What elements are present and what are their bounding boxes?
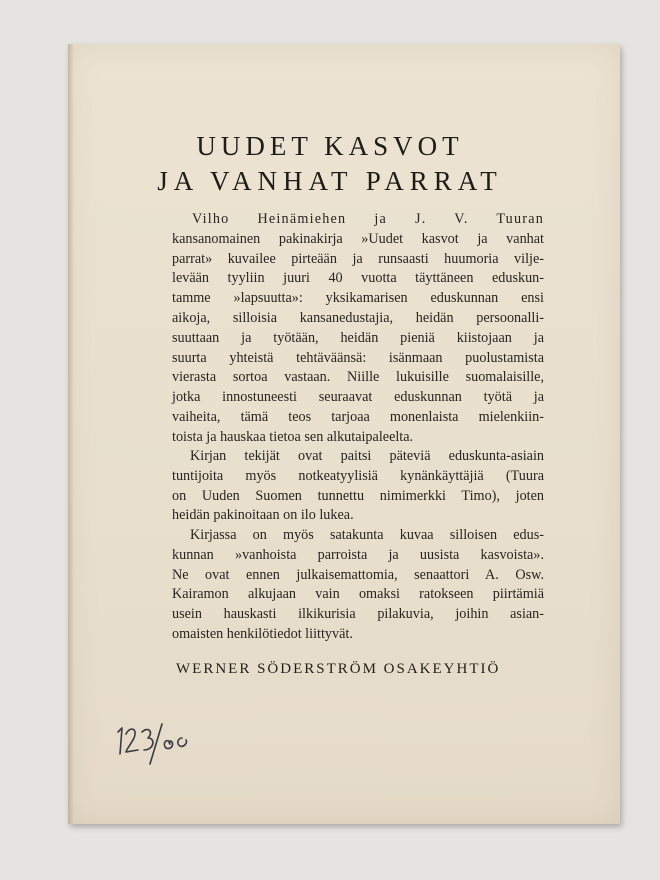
text-line: on Uuden Suomen tunnettu nimimerkki Timo), joten xyxy=(172,487,544,504)
text-line: aikoja, silloisia kansanedustajia, heidän persoonalli- xyxy=(172,309,544,326)
title-line-1: UUDET KASVOT xyxy=(196,131,464,161)
paragraph-illustrations xyxy=(172,526,544,645)
paragraph-authors xyxy=(172,447,544,526)
text-line: Ne ovat ennen julkaisemattomia, senaattori A. Osw. xyxy=(172,566,544,583)
title-line-2: JA VANHAT PARRAT xyxy=(157,166,503,196)
text-line: Vilho Heinämiehen ja J. V. Tuuran xyxy=(192,211,544,227)
text-line: tuntijoita myös notkeatyylisiä kynänkäyttäjiä (Tuura xyxy=(172,467,544,484)
text-line: vierasta sortoa vastaan. Niille lukuisille suomalaisille, xyxy=(172,369,544,386)
text-line: levään tyyliin juuri 40 vuotta täyttäneen eduskun- xyxy=(172,270,544,287)
text-line: usein hauskasti ilkikurisia pilakuvia, joihin asian- xyxy=(172,606,544,623)
text-line: vaiheita, tämä teos tarjoaa monenlaista mielenkiin- xyxy=(172,408,544,425)
text-line: toista ja hauskaa tietoa sen alkutaipaleelta. xyxy=(172,428,414,445)
text-line: Kairamon alkujaan vain omaksi ratokseen piirtämiä xyxy=(172,586,544,603)
text-line: parrat» kuvailee pirteään ja runsaasti huumoria vilje- xyxy=(172,250,544,267)
text-line: kunnan »vanhoista parroista ja uusista kasvoista». xyxy=(172,546,544,563)
text-line: kansanomainen pakinakirja »Uudet kasvot ja vanhat xyxy=(172,230,544,247)
text-line: omaisten henkilötiedot liittyvät. xyxy=(172,625,353,642)
text-line: heidän pakinoitaan on ilo lukea. xyxy=(172,507,354,524)
text-line: tamme »lapsuutta»: yksikamarisen eduskunnan ensi xyxy=(172,290,544,307)
handwritten-price-note xyxy=(110,712,210,772)
text-line: Kirjassa on myös satakunta kuvaa silloisen edus- xyxy=(190,527,544,543)
publisher-name: WERNER SÖDERSTRÖM OSAKEYHTIÖ xyxy=(176,661,501,677)
paragraph-description xyxy=(172,210,544,448)
text-line: Kirjan tekijät ovat paitsi päteviä eduskunta-asiain xyxy=(190,448,544,464)
text-line: suuttaan ja työtään, heidän pieniä kiistojaan ja xyxy=(172,329,544,346)
text-line: suurta yhteistä tehtäväänsä: isänmaan puolustamista xyxy=(172,349,544,366)
text-line: jotka innostuneesti seuraavat eduskunnan työtä ja xyxy=(172,389,544,406)
